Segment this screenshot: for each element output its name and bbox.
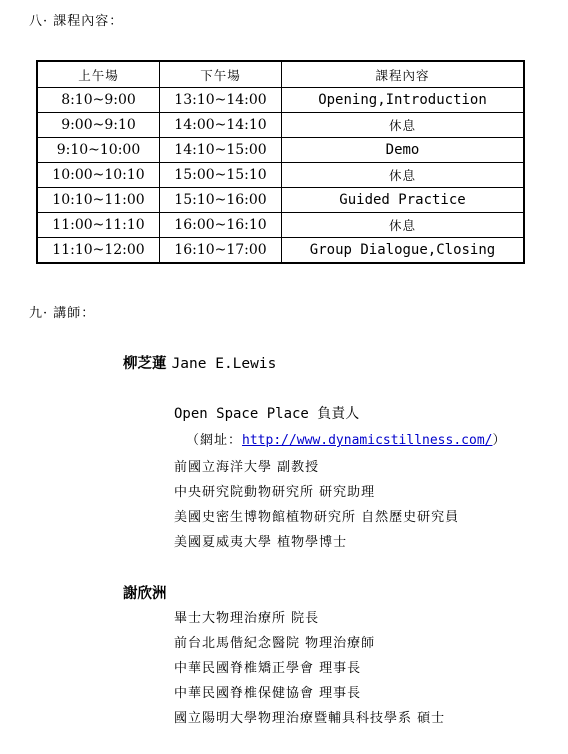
session-topic: Group Dialogue,Closing <box>282 238 525 264</box>
website-suffix: ） <box>492 433 507 448</box>
website-prefix: （網址： <box>186 433 243 448</box>
table-row <box>37 88 524 113</box>
afternoon-time: 16:00~16:10 <box>160 213 282 238</box>
morning-time: 11:00~11:10 <box>37 213 160 238</box>
afternoon-time: 14:00~14:10 <box>160 113 282 138</box>
morning-time: 11:10~12:00 <box>37 238 160 264</box>
instructor-2-credential: 中華民國脊椎保健協會 理事長 <box>174 686 362 701</box>
header-morning: 上午場 <box>37 61 160 88</box>
afternoon-time: 13:10~14:00 <box>160 88 282 113</box>
instructor-2-credential: 前台北馬偕紀念醫院 物理治療師 <box>174 636 376 651</box>
session-topic: 休息 <box>282 163 525 188</box>
table-row <box>37 113 524 138</box>
morning-time: 10:00~10:10 <box>37 163 160 188</box>
section-8-heading: 八· 課程內容： <box>29 14 124 29</box>
afternoon-time: 16:10~17:00 <box>160 238 282 264</box>
table-row <box>37 188 524 213</box>
session-topic: Opening,Introduction <box>282 88 525 113</box>
session-topic: 休息 <box>282 113 525 138</box>
instructor-1-credential: 美國史密生博物館植物研究所 自然歷史研究員 <box>174 510 460 525</box>
table-row <box>37 138 524 163</box>
instructor-1-credential: 美國夏威夷大學 植物學博士 <box>174 535 348 550</box>
table-header-row <box>37 61 524 88</box>
instructor-2-credential: 中華民國脊椎矯正學會 理事長 <box>174 661 362 676</box>
website-link[interactable]: http://www.dynamicstillness.com/ <box>242 433 493 448</box>
instructor-1-website <box>186 429 506 448</box>
instructor-2-name: 謝欣洲 <box>123 585 167 602</box>
instructor-1-name-cjk: 柳芝蓮 <box>123 355 167 372</box>
header-content: 課程內容 <box>282 61 525 88</box>
session-topic: 休息 <box>282 213 525 238</box>
morning-time: 9:10~10:00 <box>37 138 160 163</box>
morning-time: 10:10~11:00 <box>37 188 160 213</box>
section-9-heading: 九· 講師： <box>29 306 96 321</box>
header-afternoon: 下午場 <box>160 61 282 88</box>
table-row <box>37 238 524 264</box>
instructor-1-name <box>123 352 276 373</box>
instructor-2-credential: 畢士大物理治療所 院長 <box>174 611 320 626</box>
afternoon-time: 15:10~16:00 <box>160 188 282 213</box>
table-row <box>37 213 524 238</box>
instructor-1-credential: 前國立海洋大學 副教授 <box>174 460 320 475</box>
morning-time: 8:10~9:00 <box>37 88 160 113</box>
instructor-1-credential: 中央研究院動物研究所 研究助理 <box>174 485 376 500</box>
morning-time: 9:00~9:10 <box>37 113 160 138</box>
session-topic: Demo <box>282 138 525 163</box>
afternoon-time: 14:10~15:00 <box>160 138 282 163</box>
table-row <box>37 163 524 188</box>
course-schedule-table <box>36 60 525 264</box>
instructor-1-role: Open Space Place 負責人 <box>174 406 360 422</box>
session-topic: Guided Practice <box>282 188 525 213</box>
instructor-1-name-latin: Jane E.Lewis <box>171 356 277 372</box>
afternoon-time: 15:00~15:10 <box>160 163 282 188</box>
instructor-2-credential: 國立陽明大學物理治療暨輔具科技學系 碩士 <box>174 711 446 726</box>
